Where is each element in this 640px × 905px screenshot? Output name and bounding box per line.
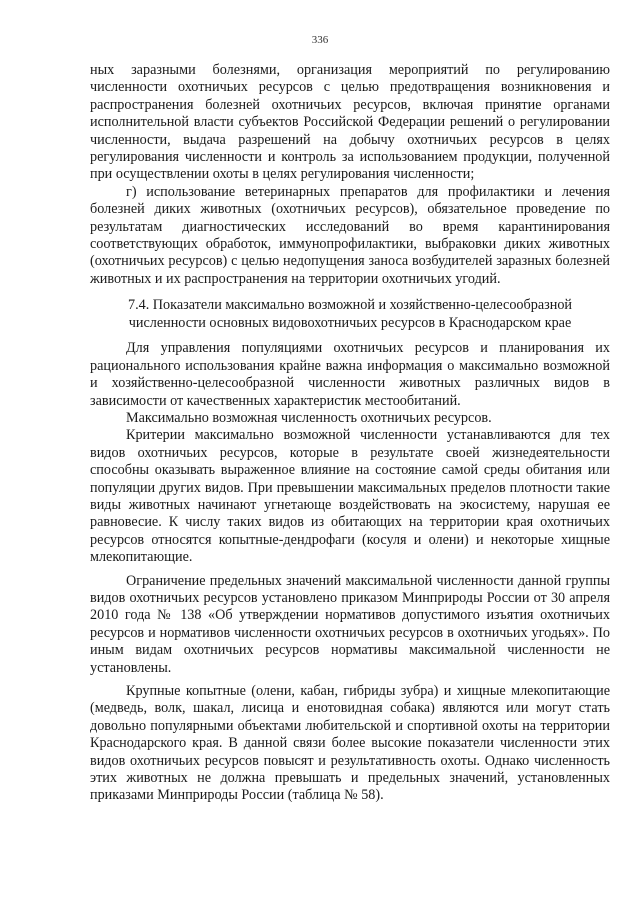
paragraph-intro: Для управления популяциями охотничьих ресурсов и планирования их рационального использования крайне важна информация о максимально возможной и хозяйственно-целесообразной численности животных различных видов в зависимости от качественных характеристик местообитаний.	[90, 340, 610, 409]
paragraph-veterinary: г) использование ветеринарных препаратов для профилактики и лечения болезней диких животных (охотничьих ресурсов), обязательное проведение по результатам диагностических исследований во время карантинирования соответствующих обработок, иммунопрофилактики, выбраковки диких животных (охотничьих ресурсов) с целью недопущения заноса возбудителей заразных болезней животных и их распространения на территории охотничьих угодий.	[90, 183, 610, 287]
page-number: 336	[311, 34, 329, 46]
paragraph-limits: Ограничение предельных значений максимальной численности данной группы видов охотничьих ресурсов установлено приказом Минприроды России от 30 апреля 2010 года № 138 «Об утверждении нормативов допустимого изъятия охотничьих ресурсов и нормативов численности охотничьих ресурсов в охотничьих угодьях». По иным видам охотничьих ресурсов нормативы максимальной численности не установлены.	[90, 572, 610, 676]
document-body	[90, 62, 610, 805]
paragraph-max-abundance: Максимально возможная численность охотничьих ресурсов.	[126, 409, 492, 426]
paragraph-large-ungulates: Крупные копытные (олени, кабан, гибриды зубра) и хищные млекопитающие (медведь, волк, шакал, лисица и енотовидная собака) являются или могут стать довольно популярными объектами любительской и спортивной охоты на территории Краснодарского края. В данной связи более высокие показатели численности этих видов охотничьих ресурсов повысят и результативность охоты. Однако численность этих животных не должна превышать и предельных значений, установленных приказами Минприроды России (таблица № 58).	[90, 683, 610, 804]
section-heading: 7.4. Показатели максимально возможной и хозяйственно-целесообразной численности основных видовохотничьих ресурсов в Краснодарском крае	[127, 297, 573, 332]
paragraph-continuation: ных заразными болезнями, организация мероприятий по регулированию численности охотничьих ресурсов с целью предотвращения возникновения и распространения болезней охотничьих ресурсов, включая принятие органами исполнительной власти субъектов Российской Федерации решений о регулировании численности, выдача разрешений на добычу охотничьих ресурсов в целях регулирования численности и контроль за использованием продукции, полученной при осуществлении охоты в целях регулирования численности;	[90, 62, 610, 183]
paragraph-criteria: Критерии максимально возможной численности устанавливаются для тех видов охотничьих ресурсов, которые в результате своей жизнедеятельности способны оказывать выраженное влияние на состояние самой среды обитания или популяции других видов. При превышении максимальных пределов плотности такие виды животных начинают угнетающе воздействовать на экосистему, нарушая ее равновесие. К числу таких видов из обитающих на территории края охотничьих ресурсов относятся копытные-дендрофаги (косуля и олени) и некоторые хищные млекопитающие.	[90, 427, 610, 566]
